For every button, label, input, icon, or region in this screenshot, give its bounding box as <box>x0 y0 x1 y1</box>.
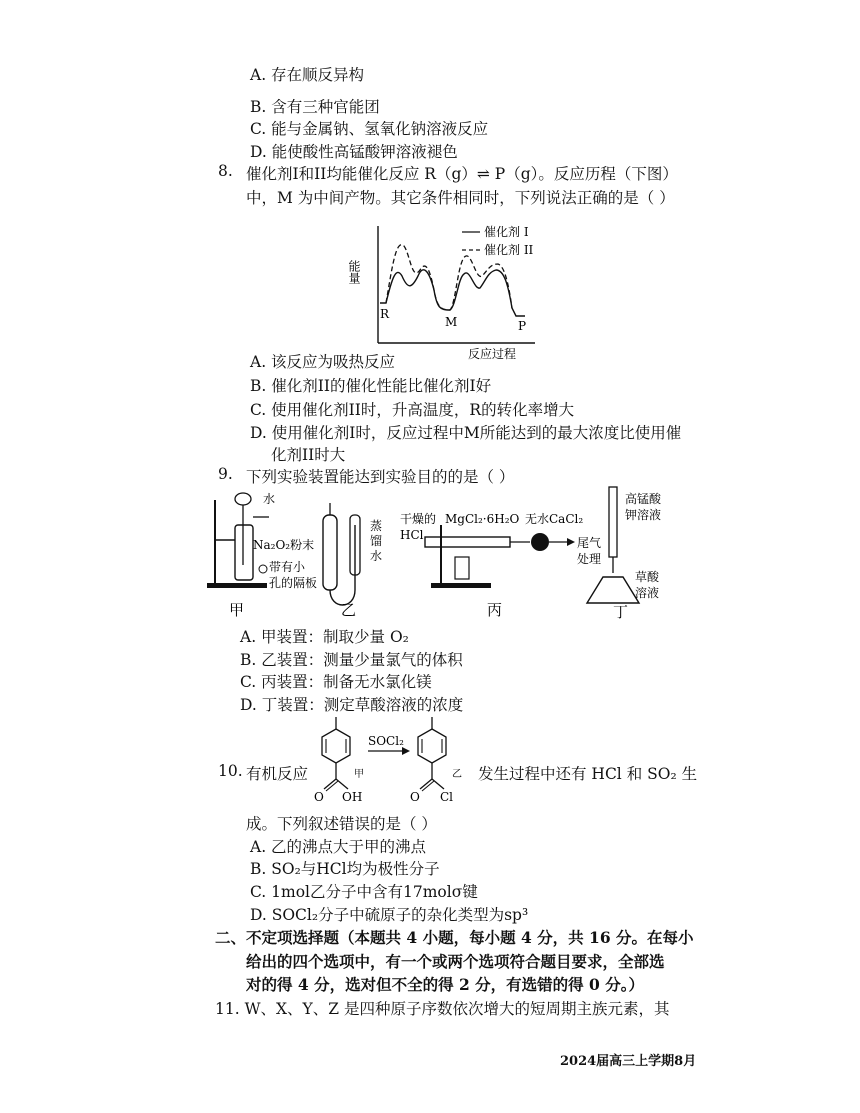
caption-yi: 乙 <box>341 601 357 619</box>
q9-number: 9. <box>218 465 233 483</box>
svg-text:钾溶液: 钾溶液 <box>625 508 662 522</box>
svg-text:HCl: HCl <box>400 528 424 542</box>
q8-option-d2: 化剂II时大 <box>271 446 346 464</box>
svg-text:O: O <box>410 790 420 804</box>
svg-text:干燥的: 干燥的 <box>400 512 437 526</box>
q10-number: 10. <box>218 762 243 780</box>
caption-ding: 丁 <box>613 603 629 620</box>
svg-text:水: 水 <box>370 549 383 563</box>
q7-option-d: D. 能使酸性高锰酸钾溶液褪色 <box>250 143 458 161</box>
reagent-socl2: SOCl₂ <box>368 734 404 748</box>
y-axis-label: 能量 <box>347 260 361 284</box>
section2-line1: 二、不定项选择题（本题共 4 小题，每小题 4 分，共 16 分。在每小 <box>215 928 694 947</box>
q10-option-a: A. 乙的沸点大于甲的沸点 <box>250 838 427 856</box>
q8-option-d1: D. 使用催化剂I时，反应过程中M所能达到的最大浓度比使用催 <box>250 424 682 442</box>
apparatus-bing <box>400 511 601 619</box>
q10-option-b: B. SO₂与HCl均为极性分子 <box>250 860 440 878</box>
q9-option-c: C. 丙装置：制备无水氯化镁 <box>240 673 432 691</box>
q10-tail: 发生过程中还有 HCl 和 SO₂ 生 <box>478 765 698 783</box>
svg-text:Na₂O₂粉末: Na₂O₂粉末 <box>253 538 315 552</box>
q8-option-a: A. 该反应为吸热反应 <box>250 353 396 371</box>
q10-lead: 有机反应 <box>246 765 309 783</box>
section2-line2: 给出的四个选项中，有一个或两个选项符合题目要求，全部选 <box>246 952 665 971</box>
q10-reaction-scheme <box>310 715 475 810</box>
page-footer: 2024届高三上学期8月 <box>560 1054 697 1069</box>
svg-text:处理: 处理 <box>577 552 602 566</box>
caption-jia: 甲 <box>229 601 245 619</box>
q9-option-d: D. 丁装置：测定草酸溶液的浓度 <box>240 696 464 714</box>
q7-option-a: A. 存在顺反异构 <box>250 66 365 84</box>
q9-option-b: B. 乙装置：测量少量氯气的体积 <box>240 651 463 669</box>
q8-number: 8. <box>218 162 233 180</box>
svg-text:草酸: 草酸 <box>635 570 660 584</box>
apparatus-yi <box>323 503 382 619</box>
section2-line3: 对的得 4 分，选对但不全的得 2 分，有选错的得 0 分。） <box>246 975 644 994</box>
reactant-molecule <box>314 717 364 804</box>
energy-profile-graph <box>340 218 570 368</box>
svg-text:高锰酸: 高锰酸 <box>625 492 662 506</box>
svg-text:MgCl₂·6H₂O: MgCl₂·6H₂O <box>445 512 520 526</box>
svg-text:O: O <box>314 790 324 804</box>
q10-option-d: D. SOCl₂分子中硫原子的杂化类型为sp³ <box>250 906 529 924</box>
svg-text:Cl: Cl <box>440 790 454 804</box>
legend-label-2: 催化剂 II <box>484 243 534 257</box>
label-m: M <box>445 315 458 329</box>
svg-text:溶液: 溶液 <box>635 586 660 600</box>
svg-text:馏: 馏 <box>370 534 383 548</box>
svg-text:带有小: 带有小 <box>269 560 306 574</box>
q10-option-c: C. 1mol乙分子中含有17molσ键 <box>250 883 478 901</box>
legend-label-1: 催化剂 I <box>484 225 529 239</box>
product-molecule <box>410 717 462 804</box>
apparatus-jia <box>207 491 317 619</box>
label-r: R <box>380 307 390 321</box>
svg-text:OH: OH <box>342 790 363 804</box>
svg-text:蒸: 蒸 <box>370 519 383 533</box>
q8-option-b: B. 催化剂II的催化性能比催化剂I好 <box>250 377 492 395</box>
svg-text:尾气: 尾气 <box>577 536 602 550</box>
q11-line: 11. W、X、Y、Z 是四种原子序数依次增大的短周期主族元素，其 <box>215 1000 670 1018</box>
q7-option-c: C. 能与金属钠、氢氧化钠溶液反应 <box>250 120 489 138</box>
x-axis-label: 反应过程 <box>468 347 517 361</box>
svg-text:水: 水 <box>263 492 276 506</box>
caption-bing: 丙 <box>487 601 503 619</box>
catalyst-1-curve <box>380 270 525 316</box>
q8-stem-line1: 催化剂I和II均能催化反应 R（g）⇌ P（g）。反应历程（下图） <box>246 165 678 183</box>
apparatus-illustration <box>205 485 675 620</box>
q10-stem-line2: 成。下列叙述错误的是（ ） <box>246 815 437 833</box>
svg-text:甲: 甲 <box>354 769 364 780</box>
q9-option-a: A. 甲装置：制取少量 O₂ <box>240 628 409 646</box>
q8-option-c: C. 使用催化剂II时，升高温度，R的转化率增大 <box>250 401 575 419</box>
svg-text:乙: 乙 <box>452 769 462 780</box>
label-p: P <box>518 319 527 333</box>
q7-option-b: B. 含有三种官能团 <box>250 98 380 116</box>
svg-text:孔的隔板: 孔的隔板 <box>269 576 318 590</box>
svg-text:无水CaCl₂: 无水CaCl₂ <box>525 512 584 526</box>
q8-stem-line2: 中，M 为中间产物。其它条件相同时，下列说法正确的是（ ） <box>246 189 675 207</box>
q9-stem: 下列实验装置能达到实验目的的是（ ） <box>246 468 515 486</box>
